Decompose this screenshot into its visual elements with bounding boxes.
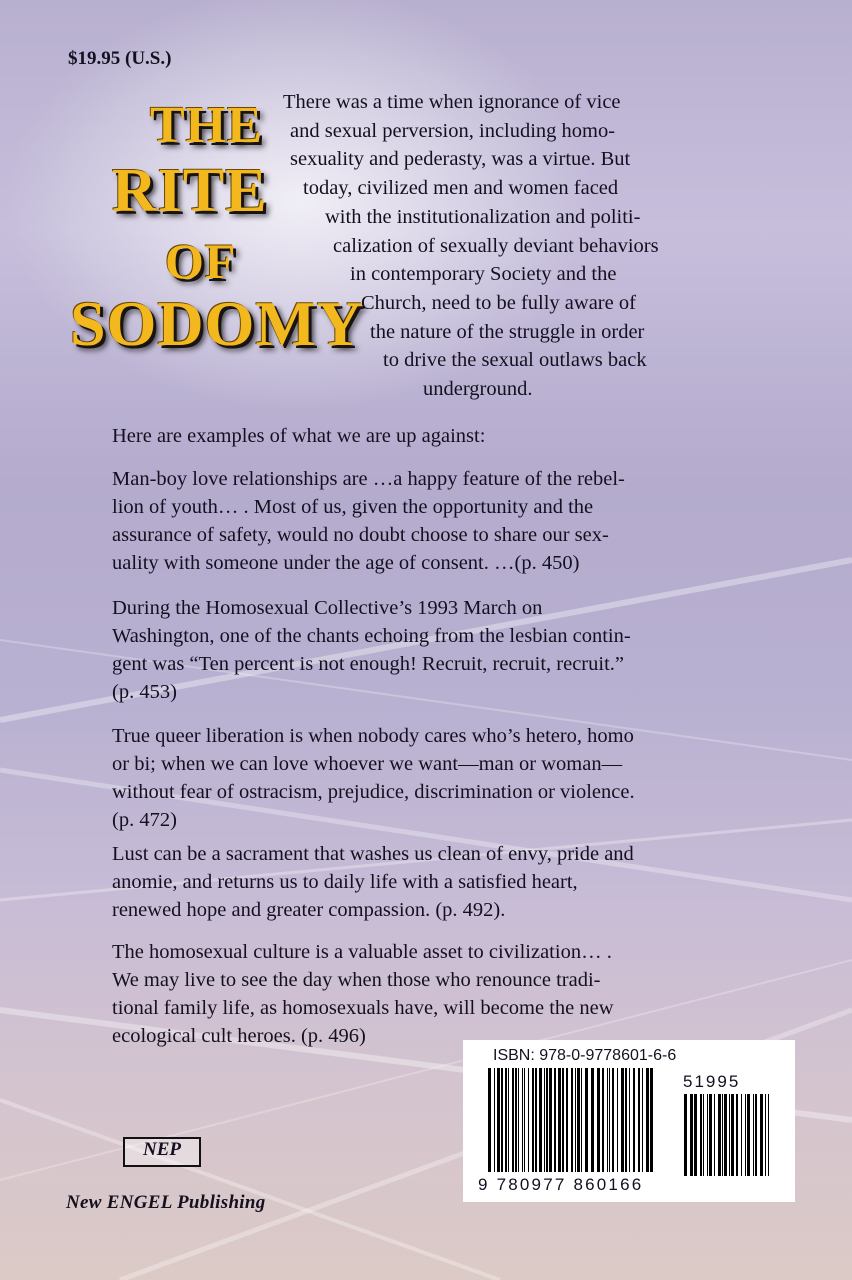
barcode-bar [532,1068,534,1172]
barcode-bar [546,1068,548,1172]
publisher-logo: NEP [143,1139,181,1160]
barcode-bar [571,1068,573,1172]
book-title-line-4: SODOMY [70,288,364,359]
barcode-bar [621,1068,624,1172]
barcode-bar [714,1094,715,1176]
barcode-bar [690,1094,693,1176]
barcode-bar [566,1068,568,1172]
publisher-name: New ENGEL Publishing [66,1192,266,1213]
barcode-bar [539,1068,542,1172]
intro-line: in contemporary Society and the [350,263,617,285]
barcode-bar [741,1094,742,1176]
barcode-bar [753,1094,754,1176]
barcode-bar [707,1094,708,1176]
quote-block: During the Homosexual Collective’s 1993 March on Washington, one of the chants echoing from the lesbian contin- gent was “Ten percent is not enough! Recruit, recruit, recruit.” (p. 453) [112,597,631,703]
examples-heading: Here are examples of what we are up against: [112,425,486,447]
isbn-label: ISBN: 978-0-9778601-6-6 [493,1047,677,1064]
barcode-bar [544,1068,545,1172]
price-addon-barcode [684,1094,774,1180]
intro-line: and sexual perversion, including homo- [290,120,616,142]
barcode-bar [633,1068,635,1172]
barcode-bar [522,1068,523,1172]
barcode-bar [508,1068,509,1172]
quote-block: Man-boy love relationships are …a happy feature of the rebel- lion of youth… . Most of us, given the opportunity and the assurance of safety, would no doubt choose to share our sex- uality with someone under the age of consent. …(p. 450) [112,468,625,574]
barcode-bar [760,1094,763,1176]
intro-line: the nature of the struggle in order [370,321,645,343]
barcode-bar [609,1068,610,1172]
intro-line: today, civilized men and women faced [303,177,619,199]
barcode-bar [597,1068,600,1172]
barcode-bar [747,1094,750,1176]
quote-block: True queer liberation is when nobody cares who’s hetero, homo or bi; when we can love whoever we want—man or woman— without fear of ostracism, prejudice, discrimination or violence. (p. 472) [112,725,635,831]
barcode-bar [554,1068,556,1172]
barcode-bar [729,1094,730,1176]
intro-line: underground. [423,378,533,400]
barcode-bar [703,1094,704,1176]
barcode-bar [494,1068,495,1172]
intro-line: with the institutionalization and politi- [325,206,641,228]
quote-block: Lust can be a sacrament that washes us clean of envy, pride and anomie, and returns us to daily life with a satisfied heart, renewed hope and greater compassion. (p. 492). [112,843,634,921]
intro-line: calization of sexually deviant behaviors [333,235,659,257]
barcode-bar [518,1068,519,1172]
barcode-bar [646,1068,649,1172]
barcode-bar [515,1068,517,1172]
barcode-bar [562,1068,564,1172]
ean-barcode [488,1068,658,1180]
barcode-bar [684,1094,687,1176]
barcode-bar [617,1068,618,1172]
barcode-bar [581,1068,582,1172]
barcode-bar [535,1068,537,1172]
price-label: $19.95 (U.S.) [68,48,172,69]
book-title-line-3: OF [165,233,237,289]
barcode-bar [731,1094,734,1176]
barcode-bar [765,1094,766,1176]
barcode-bar [722,1094,723,1176]
barcode-bar [501,1068,503,1172]
barcode-bar [602,1068,604,1172]
barcode-bar [512,1068,514,1172]
barcode-bar [528,1068,529,1172]
barcode-bar [768,1094,769,1176]
barcode-bar [745,1094,746,1176]
barcode-bar [607,1068,608,1172]
barcode-bar [585,1068,588,1172]
barcode-bar [694,1094,697,1176]
barcode-bar [558,1068,561,1172]
barcode-bar [700,1094,702,1176]
barcode-bar [549,1068,552,1172]
barcode-bar [709,1094,712,1176]
barcode-bar [577,1068,580,1172]
barcode-bar [524,1068,525,1172]
barcode-bar [625,1068,627,1172]
barcode-bar [488,1068,491,1172]
intro-line: to drive the sexual outlaws back [383,349,647,371]
barcode-bar [724,1094,727,1176]
barcode-bar [638,1068,640,1172]
barcode-bar [575,1068,576,1172]
barcode-bar [736,1094,738,1176]
price-code-label: 51995 [683,1072,741,1091]
barcode-bar [718,1094,721,1176]
barcode-bar [755,1094,757,1176]
intro-line: There was a time when ignorance of vice [283,91,621,113]
book-title-line-1: THE [150,97,263,154]
ean-number: 9 780977 860166 [478,1175,644,1194]
barcode-bar [497,1068,500,1172]
book-title-line-2: RITE [112,157,268,225]
intro-line: Church, need to be fully aware of [361,292,636,314]
intro-line: sexuality and pederasty, was a virtue. But [290,148,631,170]
barcode-bar [650,1068,653,1172]
barcode-bar [629,1068,630,1172]
barcode-bar [642,1068,643,1172]
barcode-bar [612,1068,614,1172]
quote-block: The homosexual culture is a valuable asset to civilization… . We may live to see the day when those who renounce tradi- tional family life, as homosexuals have, will become the new ecological cult heroes. (p. 496) [112,941,614,1047]
barcode-bar [591,1068,594,1172]
barcode-bar [505,1068,507,1172]
